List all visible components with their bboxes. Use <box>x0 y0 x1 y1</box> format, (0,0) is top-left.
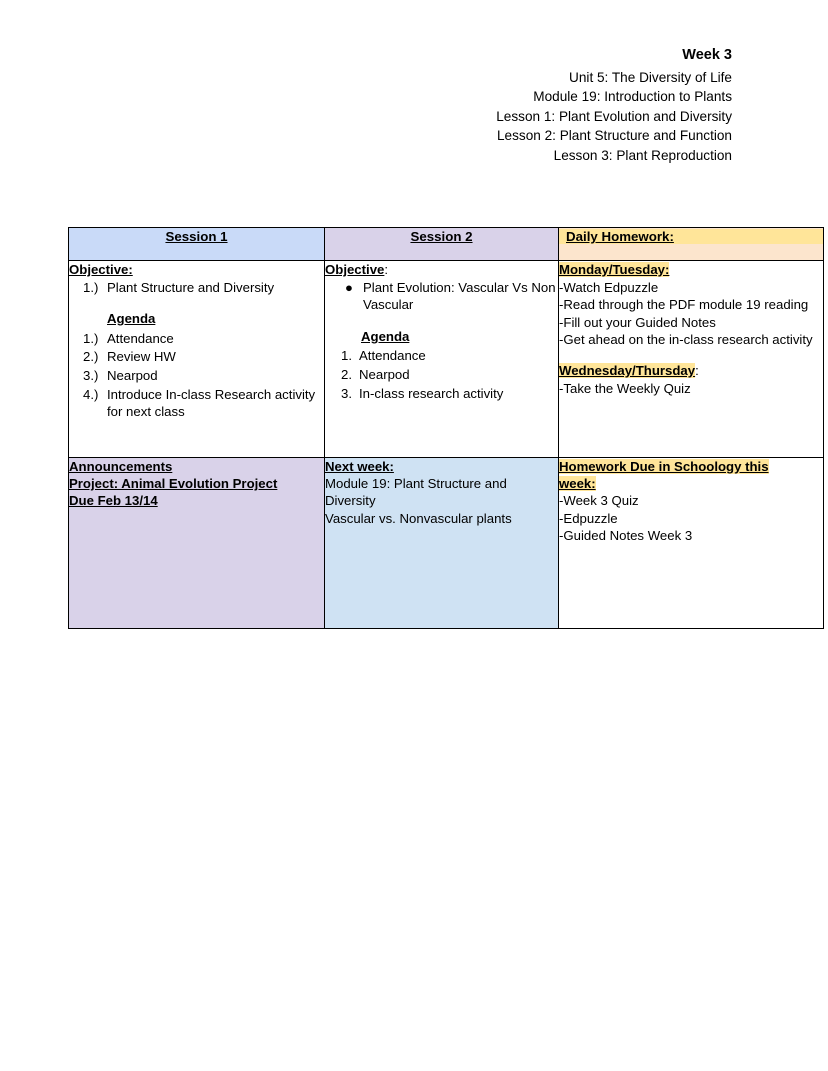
list-text: In-class research activity <box>359 385 504 401</box>
announcements-project-line: Project: Animal Evolution Project <box>69 476 278 492</box>
table-content-row <box>69 261 824 458</box>
header-label-session-2: Session 2 <box>410 229 473 244</box>
header-line-lesson-3: Lesson 3: Plant Reproduction <box>553 147 732 163</box>
session-2-objective-list <box>325 279 558 314</box>
header-cell-session-2 <box>325 228 559 261</box>
list-marker: 1.) <box>83 330 99 346</box>
list-item <box>69 367 324 385</box>
session-1-agenda-list <box>69 330 324 421</box>
homework-wednesday-thursday-label-row <box>559 362 823 380</box>
announcements-label: Announcements <box>69 459 173 474</box>
cell-homework-due <box>559 458 824 629</box>
list-text: Attendance <box>107 330 174 346</box>
weekly-plan-table <box>68 227 824 629</box>
list-marker: 4.) <box>83 386 99 402</box>
announcements-due-line: Due Feb 13/14 <box>69 493 158 509</box>
homework-wednesday-thursday-label: Wednesday/Thursday <box>559 362 696 378</box>
homework-monday-tuesday-label-row <box>559 261 823 279</box>
list-marker: 2.) <box>83 349 99 365</box>
homework-due-item: -Edpuzzle <box>559 510 618 526</box>
session-1-objective-label: Objective: <box>69 262 133 277</box>
next-week-line-1: Module 19: Plant Structure and Diversity <box>325 476 507 509</box>
header-label-daily-homework: Daily Homework: <box>559 229 823 244</box>
list-text: Nearpod <box>359 366 410 382</box>
homework-due-label-line-2-row <box>559 475 823 492</box>
header-line-lesson-2: Lesson 2: Plant Structure and Function <box>496 128 732 144</box>
homework-due-item: -Week 3 Quiz <box>559 493 639 509</box>
list-item <box>325 279 558 314</box>
cell-next-week <box>325 458 559 629</box>
cell-daily-homework-content <box>559 261 824 458</box>
homework-due-item: -Guided Notes Week 3 <box>559 527 693 543</box>
list-text: Review HW <box>107 349 176 365</box>
table-header-row <box>69 228 824 261</box>
header-cell-daily-homework <box>559 228 824 261</box>
cell-session-2-content <box>325 261 559 458</box>
list-item <box>69 386 324 421</box>
homework-due-label-line-1: Homework Due in Schoology this <box>559 459 769 474</box>
homework-item: -Fill out your Guided Notes <box>559 314 716 330</box>
homework-item: -Get ahead on the in-class research activity <box>559 332 813 348</box>
session-1-agenda-label: Agenda <box>107 311 156 327</box>
next-week-label: Next week: <box>325 459 394 474</box>
table-bottom-row <box>69 458 824 629</box>
list-text: Nearpod <box>107 367 158 383</box>
list-marker: 2. <box>341 366 352 382</box>
document-header <box>496 46 732 166</box>
list-text: Introduce In-class Research activity for next class <box>107 386 316 420</box>
list-item <box>69 279 324 297</box>
cell-announcements <box>69 458 325 629</box>
list-marker: 1.) <box>83 279 99 295</box>
header-cell-session-1 <box>69 228 325 261</box>
session-2-agenda-label: Agenda <box>361 328 410 344</box>
homework-monday-tuesday-label: Monday/Tuesday: <box>559 262 670 277</box>
spacer <box>559 349 823 362</box>
homework-wednesday-thursday-colon: : <box>695 362 699 378</box>
header-label-session-1: Session 1 <box>165 229 228 244</box>
session-2-agenda-list <box>325 347 558 402</box>
session-1-objective-list <box>69 279 324 297</box>
page-title: Week 3 <box>682 47 732 63</box>
homework-due-label-line-2: week: <box>559 476 596 492</box>
session-2-objective-label-row <box>325 261 558 279</box>
list-text: Plant Evolution: Vascular Vs Non Vascular <box>363 279 556 313</box>
homework-item: -Take the Weekly Quiz <box>559 380 691 396</box>
header-line-lesson-1: Lesson 1: Plant Evolution and Diversity <box>496 108 732 124</box>
list-marker: 3.) <box>83 367 99 383</box>
list-item <box>69 348 324 366</box>
homework-due-label-line-1-row <box>559 458 823 475</box>
list-item <box>325 366 558 384</box>
list-text: Plant Structure and Diversity <box>107 279 275 295</box>
list-item <box>69 330 324 348</box>
next-week-line-2: Vascular vs. Nonvascular plants <box>325 510 512 526</box>
list-item <box>325 347 558 365</box>
session-2-objective-colon: : <box>384 262 389 277</box>
list-marker: 1. <box>341 348 352 364</box>
list-text: Attendance <box>359 348 426 364</box>
header-line-unit: Unit 5: The Diversity of Life <box>569 69 732 85</box>
list-item <box>325 385 558 403</box>
list-marker: 3. <box>341 385 352 401</box>
header-line-module: Module 19: Introduction to Plants <box>533 89 732 105</box>
bullet-icon: ● <box>345 279 353 295</box>
homework-item: -Read through the PDF module 19 reading <box>559 297 809 313</box>
cell-session-1-content <box>69 261 325 458</box>
session-2-objective-label: Objective <box>325 262 385 277</box>
homework-item: -Watch Edpuzzle <box>559 279 659 295</box>
